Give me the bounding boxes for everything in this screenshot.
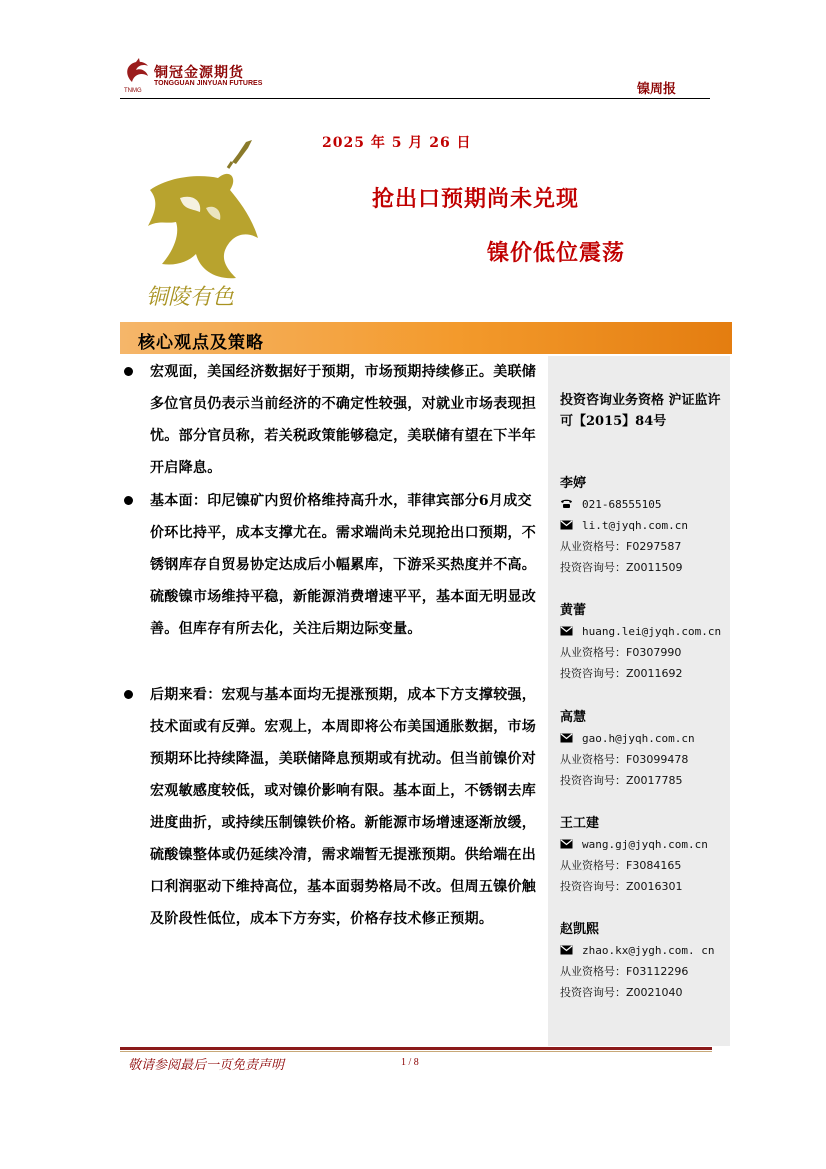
- report-title-line1: 抢出口预期尚未兑现: [372, 186, 580, 212]
- analyst-consult-no: 投资咨询号：Z0017785: [560, 774, 683, 787]
- analyst-card: [560, 601, 730, 684]
- mail-icon: [560, 516, 574, 537]
- analyst-phone: 021-68555105: [560, 494, 730, 515]
- bullet-dot-icon: [124, 690, 133, 699]
- mail-icon: [560, 729, 574, 750]
- mail-icon: [560, 622, 574, 643]
- bullet-dot-icon: [124, 496, 133, 505]
- analyst-email[interactable]: gao.h@jyqh.com.cn: [560, 728, 730, 749]
- bullet-macro: 宏观面，美国经济数据好于预期，市场预期持续修正。美联储多位官员仍表示当前经济的不确定性较强，对就业市场表现担忧。部分官员称，若关税政策能够稳定，美联储有望在下半年开启降息。: [150, 364, 537, 476]
- report-title-line2: 镍价低位震荡: [487, 240, 626, 266]
- analyst-email[interactable]: huang.lei@jyqh.com.cn: [560, 621, 730, 642]
- section-title: 核心观点及策略: [138, 333, 264, 353]
- analyst-name: 赵凯熙: [560, 922, 600, 937]
- emblem-calligraphy: 铜陵有色: [146, 285, 235, 310]
- analyst-card: [560, 920, 730, 1003]
- footer-divider-thin: [120, 1051, 712, 1052]
- bullet-dot-icon: [124, 367, 133, 376]
- mail-icon: [560, 835, 574, 856]
- analyst-license: 从业资格号：F3084165: [560, 859, 682, 872]
- report-type: 镍周报: [636, 82, 676, 97]
- tnmg-logo-icon: [124, 58, 152, 88]
- mail-icon: [560, 941, 574, 962]
- analyst-card: [560, 708, 730, 791]
- analyst-consult-no: 投资咨询号：Z0011509: [560, 561, 683, 574]
- brand-name-en: TONGGUAN JINYUAN FUTURES: [154, 80, 263, 87]
- analyst-license: 从业资格号：F03112296: [560, 965, 689, 978]
- qualification-text: 投资咨询业务资格 沪证监许可【2015】84号: [560, 393, 721, 429]
- bullet-fundamentals: 基本面：印尼镍矿内贸价格维持高升水，菲律宾部分6月成交价环比持平，成本支撑尤在。需求端尚未兑现抢出口预期，不锈钢库存自贸易协定达成后小幅累库，下游采买热度并不高。硫酸镍市场维持平稳，新能源消费增速平平，基本面无明显改善。但库存有所去化，关注后期边际变量。: [150, 493, 537, 637]
- analyst-email[interactable]: li.t@jyqh.com.cn: [560, 515, 730, 536]
- brand-abbr: TNMG: [124, 88, 142, 94]
- analyst-card: [560, 814, 730, 897]
- emblem-artwork: [140, 138, 270, 313]
- header-divider: [120, 98, 710, 99]
- company-logo: [124, 58, 264, 98]
- analyst-license: 从业资格号：F03099478: [560, 753, 689, 766]
- analyst-license: 从业资格号：F0307990: [560, 646, 682, 659]
- analyst-consult-no: 投资咨询号：Z0021040: [560, 986, 683, 999]
- disclaimer-link[interactable]: 敬请参阅最后一页免责声明: [128, 1058, 285, 1073]
- brand-name-cn: 铜冠金源期货: [154, 65, 244, 81]
- phone-icon: [560, 495, 574, 516]
- analyst-name: 李婷: [560, 476, 587, 491]
- analyst-sidebar: [548, 356, 730, 1046]
- golden-horse-emblem-icon: [140, 138, 270, 313]
- analyst-email[interactable]: zhao.kx@jygh.com. cn: [560, 940, 730, 961]
- analyst-license: 从业资格号：F0297587: [560, 540, 682, 553]
- analyst-name: 高慧: [560, 710, 587, 725]
- report-date: 2025 年 5 月 26 日: [322, 135, 472, 151]
- analyst-consult-no: 投资咨询号：Z0011692: [560, 667, 683, 680]
- bullet-outlook: 后期来看：宏观与基本面均无提涨预期，成本下方支撑较强，技术面或有反弹。宏观上，本周即将公布美国通胀数据，市场预期环比持续降温，美联储降息预期或有扰动。但当前镍价对宏观敏感度较低，或对镍价影响有限。基本面上，不锈钢去库进度曲折，或持续压制镍铁价格。新能源市场增速逐渐放缓，硫酸镍整体或仍延续冷清，需求端暂无提涨预期。供给端在出口利润驱动下维持高位，基本面弱势格局不改。但周五镍价触及阶段性低位，成本下方夯实，价格存技术修正预期。: [150, 687, 537, 927]
- section-header-bar: [120, 322, 732, 354]
- analyst-consult-no: 投资咨询号：Z0016301: [560, 880, 683, 893]
- page-number: 1 / 8: [401, 1057, 419, 1068]
- analyst-name: 黄蕾: [560, 603, 587, 618]
- footer-divider: [120, 1047, 712, 1050]
- analyst-card: [560, 474, 730, 578]
- analyst-email[interactable]: wang.gj@jyqh.com.cn: [560, 834, 730, 855]
- analyst-name: 王工建: [560, 816, 600, 831]
